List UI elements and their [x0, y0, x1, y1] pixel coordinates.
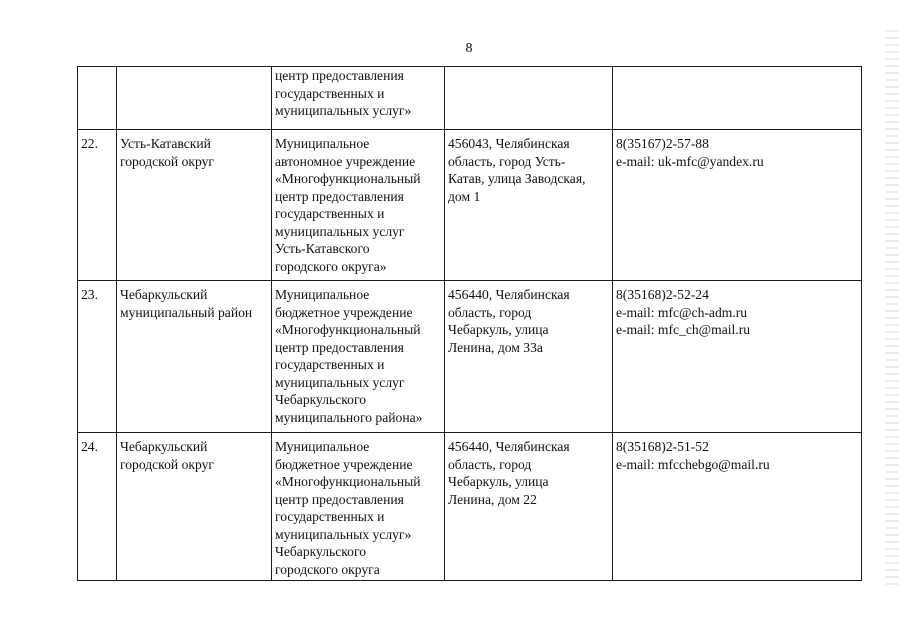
institution-cell: центр предоставления государственных и муниципальных услуг»: [272, 67, 445, 130]
contacts-cell: 8(35168)2-51-52 e-mail: mfcchebgo@mail.ru: [613, 433, 862, 581]
institution-cell: Муниципальное бюджетное учреждение «Многофункциональный центр предоставления государственных и муниципальных услуг Чебаркульского муниципального района»: [272, 281, 445, 433]
address-cell: 456043, Челябинская область, город Усть- Катав, улица Заводская, дом 1: [445, 130, 613, 281]
page-number: 8: [465, 41, 473, 56]
row-number-cell: 24.: [78, 433, 117, 581]
municipality-cell: [117, 67, 272, 130]
table-row: [78, 130, 862, 281]
table-row: [78, 281, 862, 433]
row-number-cell: [78, 67, 117, 130]
row-number-cell: 22.: [78, 130, 117, 281]
contacts-cell: 8(35168)2-52-24 e-mail: mfc@ch-adm.ru e-mail: mfc_ch@mail.ru: [613, 281, 862, 433]
row-number-cell: 23.: [78, 281, 117, 433]
contacts-cell: [613, 67, 862, 130]
contacts-cell: 8(35167)2-57-88 e-mail: uk-mfc@yandex.ru: [613, 130, 862, 281]
institution-cell: Муниципальное автономное учреждение «Многофункциональный центр предоставления государственных и муниципальных услуг Усть-Катавского городского округа»: [272, 130, 445, 281]
mfc-directory-table: [77, 66, 862, 581]
address-cell: 456440, Челябинская область, город Чебаркуль, улица Ленина, дом 22: [445, 433, 613, 581]
institution-cell: Муниципальное бюджетное учреждение «Многофункциональный центр предоставления государственных и муниципальных услуг» Чебаркульского городского округа: [272, 433, 445, 581]
municipality-cell: Чебаркульский муниципальный район: [117, 281, 272, 433]
table-row: [78, 67, 862, 130]
address-cell: [445, 67, 613, 130]
address-cell: 456440, Челябинская область, город Чебаркуль, улица Ленина, дом 33а: [445, 281, 613, 433]
municipality-cell: Чебаркульский городской округ: [117, 433, 272, 581]
municipality-cell: Усть-Катавский городской округ: [117, 130, 272, 281]
scan-margin-artifact: [885, 30, 899, 590]
table-row: [78, 433, 862, 581]
